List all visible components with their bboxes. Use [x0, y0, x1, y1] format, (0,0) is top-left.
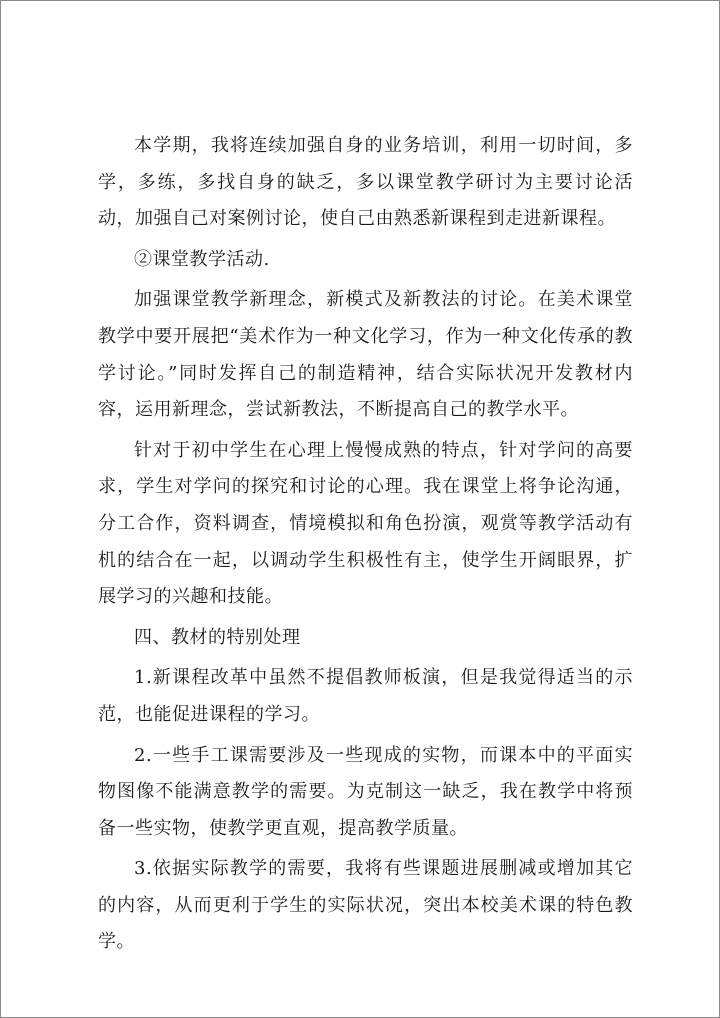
list-item-1: 1.新课程改革中虽然不提倡教师板演，但是我觉得适当的示范，也能促进课程的学习。 [98, 667, 633, 725]
heading-textbook-handling: 四、教材的特别处理 [134, 626, 301, 648]
paragraph-student-psychology: 针对于初中学生在心理上慢慢成熟的特点，针对学问的高要求，学生对学问的探究和讨论的心理。我在课堂上将争论沟通，分工合作，资料调查，情境模拟和角色扮演，观赏等教学活动有机的结合在一起，以调动学生积极性有主，使学生开阔眼界，扩展学习的兴趣和技能。 [98, 439, 633, 608]
paragraph-new-concepts: 加强课堂教学新理念，新模式及新教法的讨论。在美术课堂教学中要开展把“美术作为一种文化学习，作为一种文化传承的教学讨论。”同时发挥自己的制造精神，结合实际状况开发教材内容，运用新理念，尝试新教法，不断提高自己的教学水平。 [98, 289, 633, 421]
list-item-3: 3.依据实际教学的需要，我将有些课题进展删减或增加其它的内容，从而更利于学生的实际状况，突出本校美术课的特色教学。 [98, 858, 633, 953]
heading-classroom-activity: ②课堂教学活动. [134, 248, 270, 270]
paragraph-training: 本学期，我将连续加强自身的业务培训，利用一切时间，多学，多练，多找自身的缺乏，多以课堂教学研讨为主要讨论活动，加强自己对案例讨论，使自己由熟悉新课程到走进新课程。 [98, 135, 633, 230]
list-item-2: 2.一些手工课需要涉及一些现成的实物，而课本中的平面实物图像不能满意教学的需要。为克制这一缺乏，我在教学中将预备一些实物，使教学更直观，提高教学质量。 [98, 744, 633, 839]
document-body [98, 128, 633, 965]
